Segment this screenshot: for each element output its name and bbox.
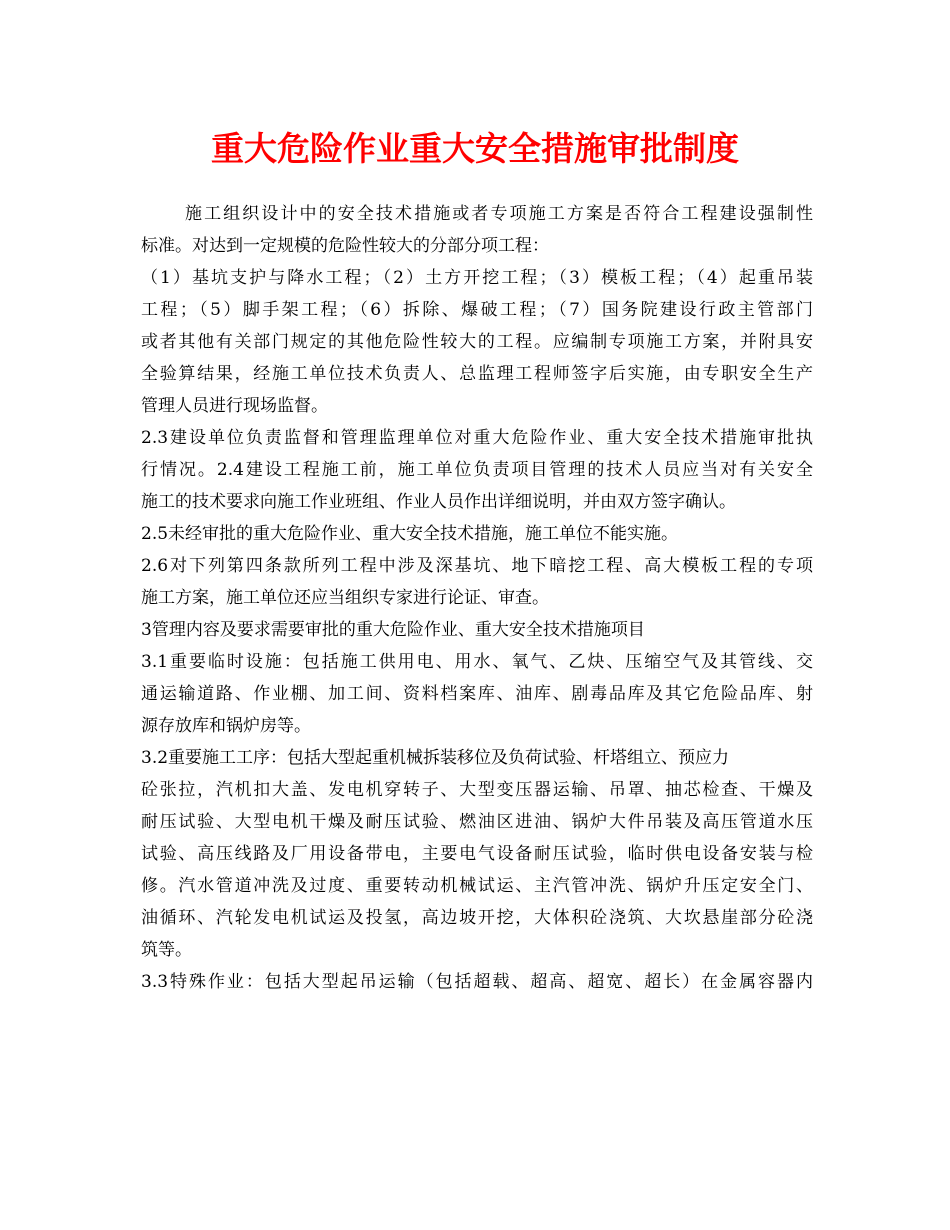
text-line: 2.3建设单位负责监督和管理监理单位对重大危险作业、重大安全技术措施审批执	[141, 428, 813, 448]
text-line: 修。汽水管道冲洗及过度、重要转动机械试运、主汽管冲洗、锅炉升压定安全门、	[141, 876, 813, 896]
text-line: 或者其他有关部门规定的其他危险性较大的工程。应编制专项施工方案，并附具安	[141, 332, 813, 352]
text-line: 耐压试验、大型电机干燥及耐压试验、燃油区进油、锅炉大件吊装及高压管道水压	[141, 812, 813, 832]
text-line: 全验算结果，经施工单位技术负责人、总监理工程师签字后实施，由专职安全生产	[141, 364, 813, 384]
text-line: 3.3特殊作业：包括大型起吊运输（包括超载、超高、超宽、超长）在金属容器内	[141, 972, 813, 992]
text-line: 2.5未经审批的重大危险作业、重大安全技术措施，施工单位不能实施。	[141, 524, 679, 544]
text-line: 试验、高压线路及厂用设备带电，主要电气设备耐压试验，临时供电设备安装与检	[141, 844, 813, 864]
text-line: 通运输道路、作业棚、加工间、资料档案库、油库、剧毒品库及其它危险品库、射	[141, 684, 813, 704]
document-body	[141, 198, 813, 998]
text-line: 行情况。2.4建设工程施工前，施工单位负责项目管理的技术人员应当对有关安全	[141, 460, 813, 480]
text-line: 标准。对达到一定规模的危险性较大的分部分项工程：	[141, 236, 549, 256]
text-line: 管理人员进行现场监督。	[141, 396, 328, 416]
text-line: 油循环、汽轮发电机试运及投氢，高边坡开挖，大体积砼浇筑、大坎悬崖部分砼浇	[141, 908, 813, 928]
document-title: 重大危险作业重大安全措施审批制度	[211, 129, 739, 168]
text-line: 工程；（5）脚手架工程；（6）拆除、爆破工程；（7）国务院建设行政主管部门	[141, 300, 813, 320]
text-line: 3.1重要临时设施：包括施工供用电、用水、氧气、乙炔、压缩空气及其管线、交	[141, 652, 813, 672]
text-line: 源存放库和锅炉房等。	[141, 716, 311, 736]
text-line: 施工组织设计中的安全技术措施或者专项施工方案是否符合工程建设强制性	[185, 204, 813, 224]
text-line: 3管理内容及要求需要审批的重大危险作业、重大安全技术措施项目	[141, 620, 645, 640]
text-line: 施工的技术要求向施工作业班组、作业人员作出详细说明，并由双方签字确认。	[141, 492, 736, 512]
text-line: 施工方案，施工单位还应当组织专家进行论证、审查。	[141, 588, 549, 608]
text-line: 筑等。	[141, 940, 192, 960]
text-line: 砼张拉，汽机扣大盖、发电机穿转子、大型变压器运输、吊罩、抽芯检查、干燥及	[141, 780, 813, 800]
text-line: （1）基坑支护与降水工程；（2）土方开挖工程；（3）模板工程；（4）起重吊装	[141, 268, 813, 288]
text-line: 2.6对下列第四条款所列工程中涉及深基坑、地下暗挖工程、高大模板工程的专项	[141, 556, 813, 576]
text-line: 3.2重要施工工序：包括大型起重机械拆装移位及负荷试验、杆塔组立、预应力	[141, 748, 730, 768]
